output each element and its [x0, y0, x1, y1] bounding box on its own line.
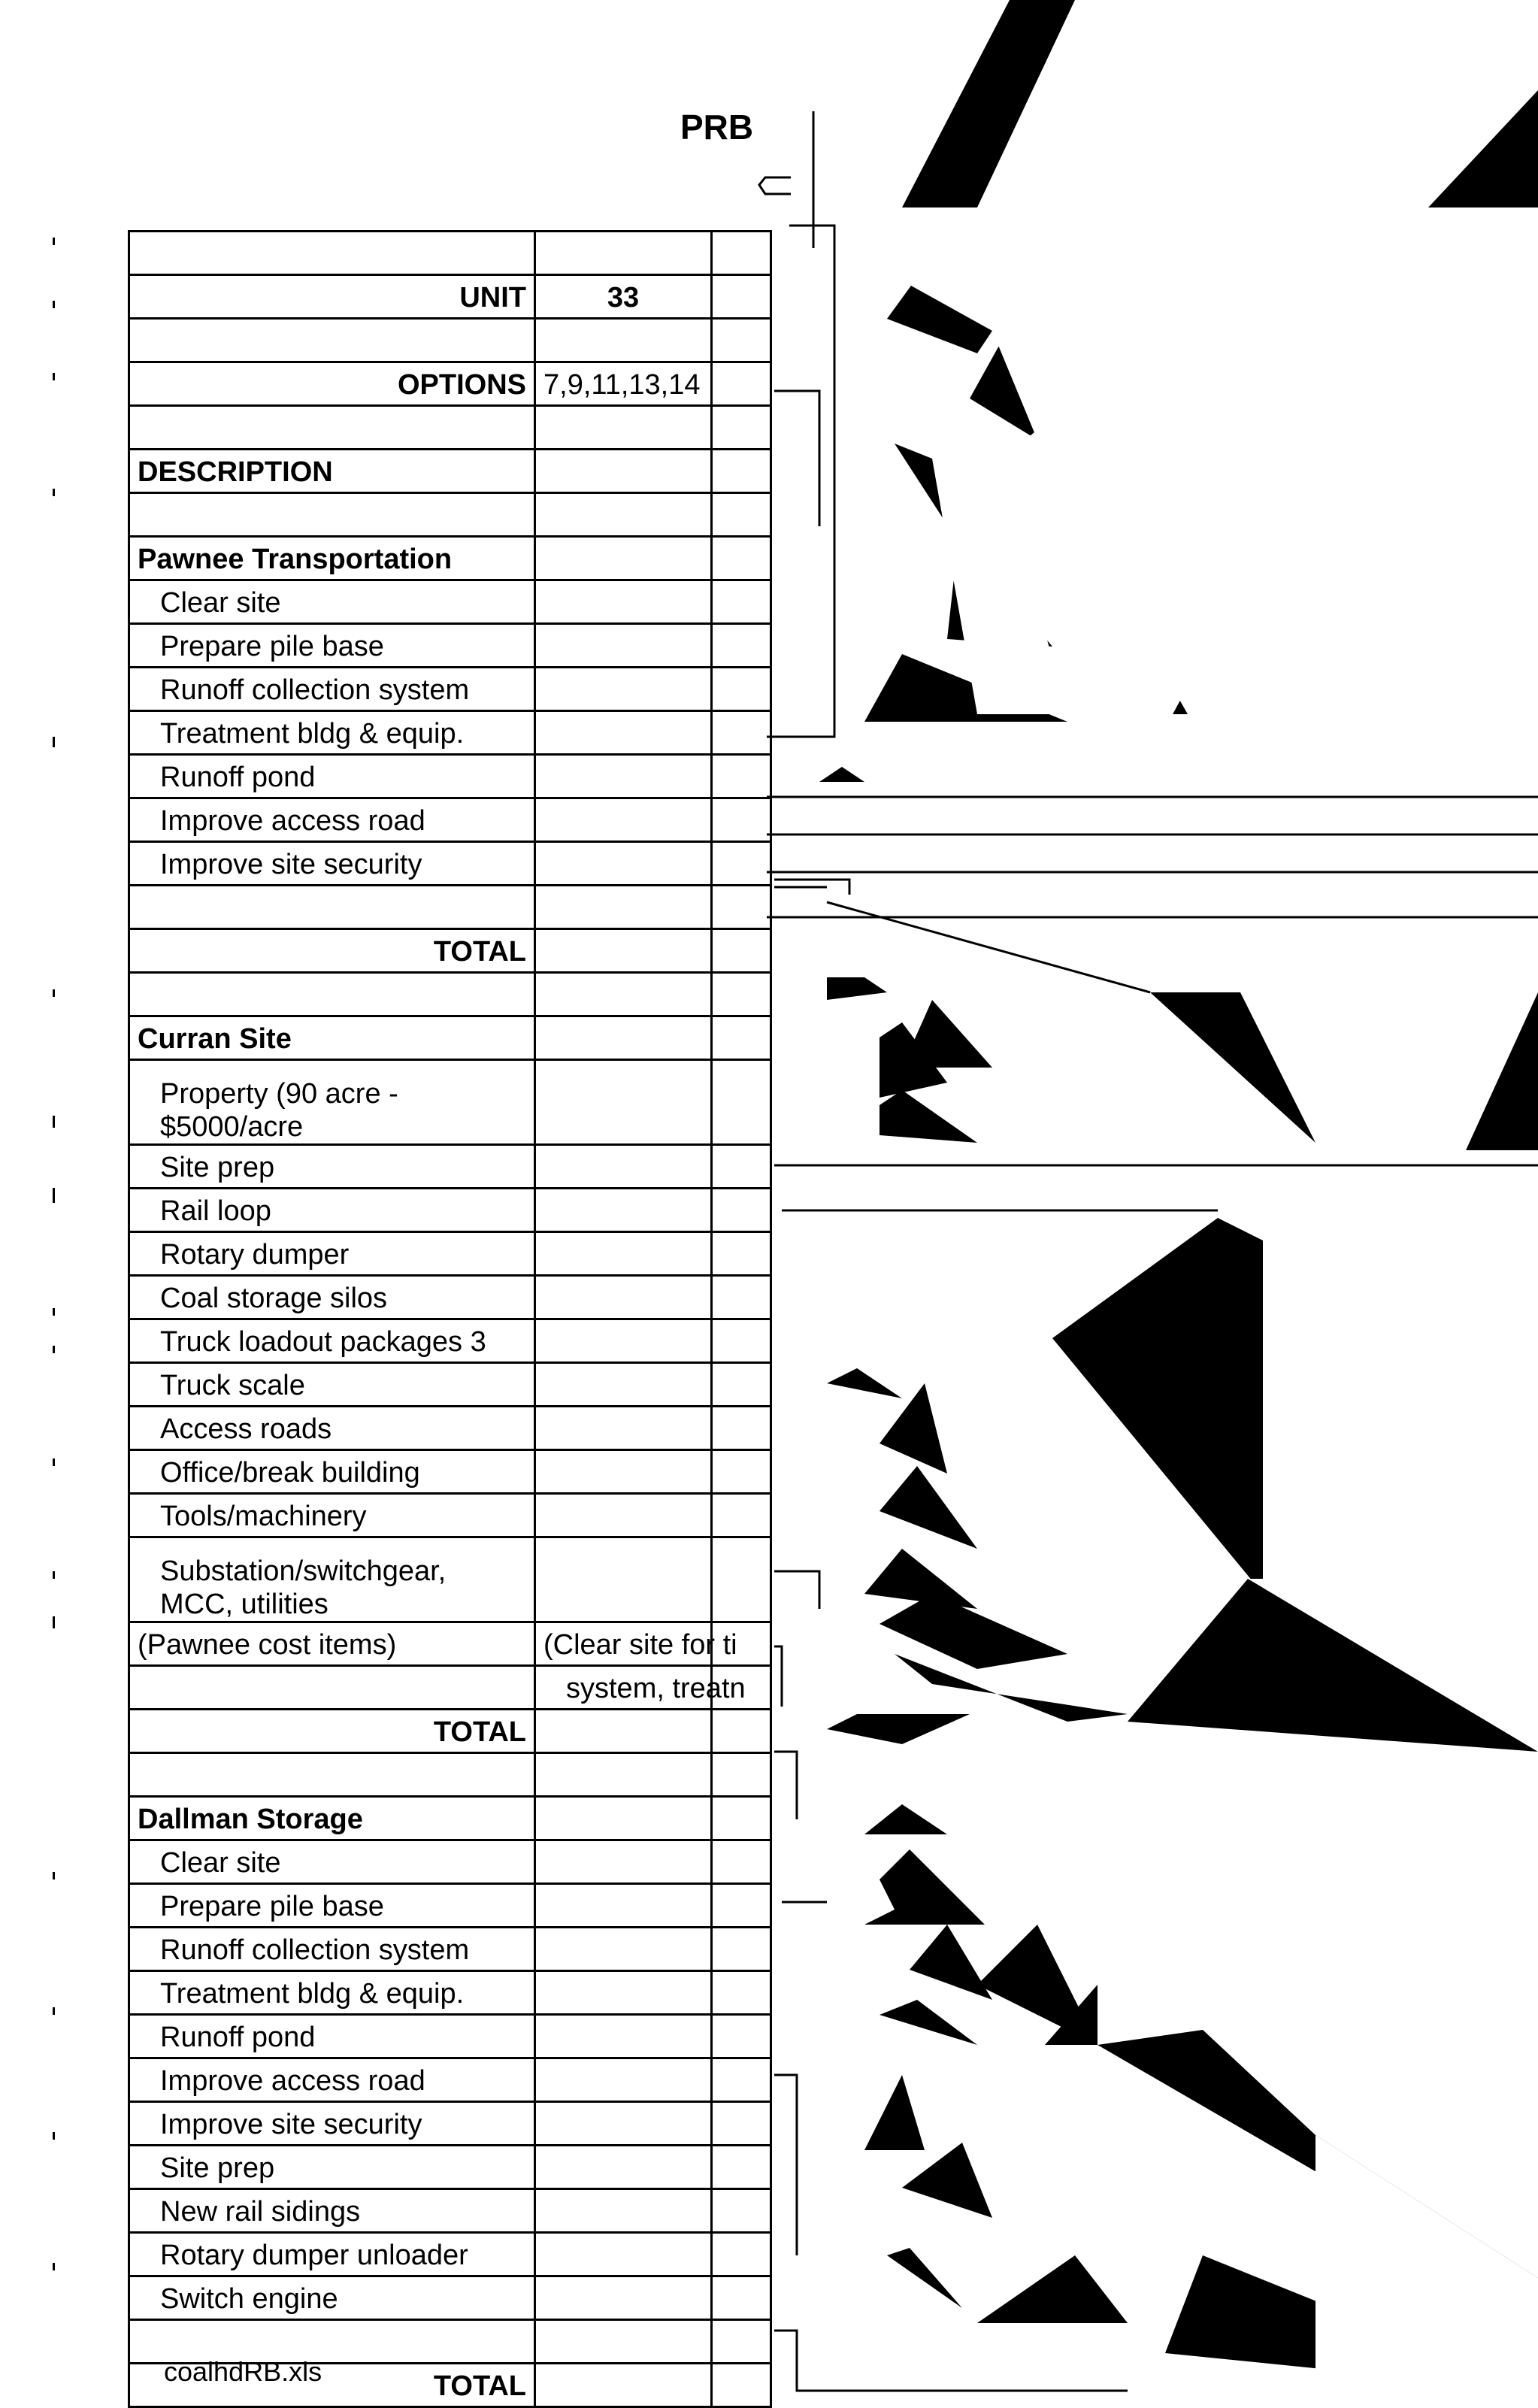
line-item: Office/break building	[129, 1450, 535, 1494]
section-dallman-title	[129, 1797, 771, 1840]
table-row	[129, 1145, 771, 1189]
line-item: Prepare pile base	[129, 1884, 535, 1928]
line-item: Access roads	[129, 1407, 535, 1450]
table-row	[129, 2102, 771, 2146]
table-row	[129, 1884, 771, 1928]
cost-table	[128, 230, 772, 2408]
line-item: Prepare pile base	[129, 624, 535, 668]
description-label: DESCRIPTION	[129, 450, 535, 493]
table-row	[129, 1060, 771, 1145]
table-row	[129, 1407, 771, 1450]
description-row	[129, 450, 771, 493]
section-curran-title	[129, 1016, 771, 1060]
line-item: Runoff pond	[129, 2015, 535, 2058]
line-item: Rail loop	[129, 1189, 535, 1232]
line-item: Rotary dumper	[129, 1232, 535, 1276]
table-row	[129, 973, 771, 1016]
line-item: New rail sidings	[129, 2189, 535, 2233]
line-item: Rotary dumper unloader	[129, 2233, 535, 2276]
line-item: Improve access road	[129, 798, 535, 842]
table-row	[129, 1189, 771, 1232]
table-row	[129, 842, 771, 886]
total-label: TOTAL	[129, 2364, 535, 2407]
table-row	[129, 580, 771, 624]
line-item: Tools/machinery	[129, 1494, 535, 1537]
table-row	[129, 755, 771, 798]
line-item: Improve access road	[129, 2058, 535, 2102]
table-row	[129, 1450, 771, 1494]
table-row	[129, 1840, 771, 1884]
line-item: Treatment bldg & equip.	[129, 711, 535, 755]
sheet-title: PRB	[680, 108, 754, 147]
table-row	[129, 232, 771, 275]
table-row	[129, 406, 771, 450]
table-row	[129, 1928, 771, 1971]
line-item: Site prep	[129, 1145, 535, 1189]
line-item: Switch engine	[129, 2276, 535, 2320]
table-row	[129, 1622, 771, 1666]
line-item: Runoff pond	[129, 755, 535, 798]
table-row	[129, 2189, 771, 2233]
unit-value: 33	[535, 275, 712, 319]
table-row	[129, 2233, 771, 2276]
line-item: Runoff collection system	[129, 1928, 535, 1971]
note-cell: system, treatn	[535, 1666, 712, 1710]
line-item: Improve site security	[129, 2102, 535, 2146]
line-item: Truck scale	[129, 1363, 535, 1407]
line-item: Clear site	[129, 1840, 535, 1884]
note-cell: (Clear site for ti	[535, 1622, 712, 1666]
table-row	[129, 2146, 771, 2189]
table-row	[129, 624, 771, 668]
table-row	[129, 1753, 771, 1797]
line-item: Clear site	[129, 580, 535, 624]
table-row	[129, 2058, 771, 2102]
line-item: Site prep	[129, 2146, 535, 2189]
table-row	[129, 798, 771, 842]
line-item: Coal storage silos	[129, 1276, 535, 1319]
table-row	[129, 1971, 771, 2015]
table-row	[129, 1494, 771, 1537]
line-item: Treatment bldg & equip.	[129, 1971, 535, 2015]
table-row	[129, 1232, 771, 1276]
table-row	[129, 1666, 771, 1710]
options-label: OPTIONS	[129, 362, 535, 406]
section-title: Curran Site	[129, 1016, 535, 1060]
table-row	[129, 2015, 771, 2058]
table-row	[129, 886, 771, 929]
line-item: Improve site security	[129, 842, 535, 886]
table-row	[129, 493, 771, 537]
line-item: Property (90 acre - $5000/acre	[129, 1060, 535, 1145]
section-title: Pawnee Transportation	[129, 537, 535, 580]
line-item: Runoff collection system	[129, 668, 535, 711]
table-row	[129, 1537, 771, 1622]
options-row	[129, 362, 771, 406]
total-label: TOTAL	[129, 929, 535, 973]
table-row	[129, 319, 771, 362]
line-item: Truck loadout packages 3	[129, 1319, 535, 1363]
table-row	[129, 1363, 771, 1407]
table-row	[129, 711, 771, 755]
total-row	[129, 929, 771, 973]
unit-row	[129, 275, 771, 319]
table-row	[129, 1276, 771, 1319]
table-row	[129, 1319, 771, 1363]
unit-label: UNIT	[129, 275, 535, 319]
section-title: Dallman Storage	[129, 1797, 535, 1840]
table-row	[129, 668, 771, 711]
table-row	[129, 2276, 771, 2320]
total-row	[129, 1710, 771, 1753]
options-value: 7,9,11,13,14	[535, 362, 712, 406]
line-item: Substation/switchgear, MCC, utilities	[129, 1537, 535, 1622]
section-pawnee-title	[129, 537, 771, 580]
total-label: TOTAL	[129, 1710, 535, 1753]
file-name: coalhdRB.xls	[164, 2356, 322, 2387]
line-item: (Pawnee cost items)	[129, 1622, 535, 1666]
